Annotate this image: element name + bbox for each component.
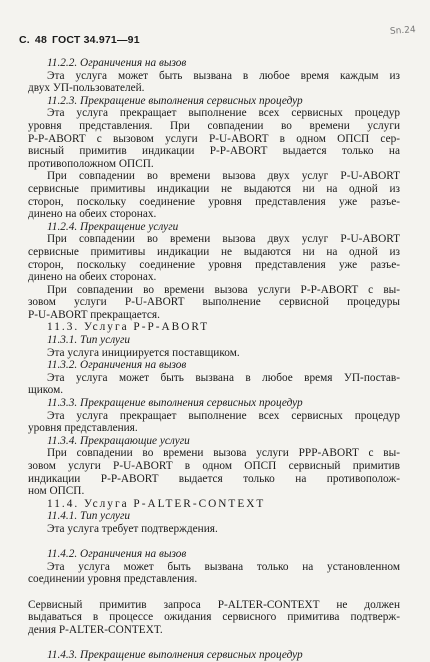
text-line: Эта услуга инициируется поставщиком. [47,346,240,359]
text-line: динено на обеих сторонах. [28,208,157,221]
text-line: При совпадении во времени вызова двух услуг P-U-ABORT [47,233,400,246]
text-line: 11.3.1. Тип услуги [47,334,131,347]
text-line: дения P-ALTER-CONTEXT. [28,623,163,636]
text-line: Сервисный примитив запроса P-ALTER-CONTEXT не должен [28,598,400,611]
handwritten-note: Sn.24 [389,25,417,37]
text-line: сервисные примитивы индикации не выдаются ни на одной из [28,245,400,258]
text-line: 11.4.1. Тип услуги [47,510,131,523]
page-header [19,34,145,46]
text-line: Эта услуга может быть вызвана в любое время каждым из [47,69,400,82]
text-line: Эта услуга требует подтверждения. [47,522,218,535]
text-line: двух УП-пользователей. [28,82,145,95]
standard-code: ГОСТ 34.971—91 [52,34,140,46]
text-line: 11.4.3. Прекращение выполнения сервисных процедур [47,648,303,661]
text-line: 11.3.3. Прекращение выполнения сервисных процедур [47,397,303,410]
text-line: 11.3.4. Прекращающие услуги [47,434,190,447]
text-line: сервисные примитивы индикации не выдаются ни на одной из [28,182,400,195]
text-line: P-P-ABORT с вызовом услуги P-U-ABORT в одном ОПСП сер- [28,132,400,145]
text-line: Эта услуга может быть вызвана в любое время УП-постав- [47,371,400,384]
text-line: Эта услуга прекращает выполнение всех сервисных процедур [47,409,400,422]
text-line: 11.4. Услуга P-ALTER-CONTEXT [47,497,266,510]
text-line: зовом услуги P-U-ABORT в одном ОПСП сервисный примитив [28,460,400,472]
text-line: выдаваться в процессе ожидания сервисного примитива подтверж- [28,611,400,624]
text-line: Эта услуга может быть вызвана только на установленном [47,560,400,573]
text-line: уровня представления. [28,422,138,435]
text-line: индикации P-P-ABORT выдается только на противополож- [28,472,400,485]
text-line: уровня представления. При совпадении во времени услуги [28,119,400,132]
text-line: При совпадении во времени вызова двух услуг P-U-ABORT [47,170,400,183]
page-prefix: С. [19,34,30,46]
text-line: P-U-ABORT прекращается. [28,308,160,321]
text-line: динено на обеих сторонах. [28,271,157,284]
text-line: щиком. [28,384,64,397]
text-line: Эта услуга прекращает выполнение всех сервисных процедур [47,107,400,120]
text-line: соединении уровня представления. [28,573,198,586]
page-number: 48 [34,34,47,46]
text-line: противоположном ОПСП. [28,157,154,170]
text-line: 11.4.2. Ограничения на вызов [47,548,187,561]
text-line: 11.3.2. Ограничения на вызов [47,359,187,372]
text-line: 11.3. Услуга P-P-ABORT [47,321,210,334]
text-line: 11.2.4. Прекращение услуги [47,220,179,233]
text-line: 11.2.3. Прекращение выполнения сервисных процедур [47,94,303,107]
text-line: висный примитив индикации P-P-ABORT выдается только на [28,145,400,158]
text-line [28,586,400,599]
document-body [28,57,400,662]
text-line: сторон, поскольку соединение уровня представления уже разъе- [28,195,400,208]
text-line [28,536,400,549]
text-line: зовом услуги P-U-ABORT выполнение сервисной процедуры [28,296,400,309]
text-line: При совпадении во времени вызова услуги PPP-ABORT с вы- [47,447,400,460]
text-line: сторон, поскольку соединение уровня представления уже разъе- [28,258,400,271]
text-line: При совпадении во времени вызова услуги P-P-ABORT с вы- [47,283,400,296]
text-line: 11.2.2. Ограничения на вызов [47,57,187,69]
text-line: ном ОПСП. [28,485,85,498]
